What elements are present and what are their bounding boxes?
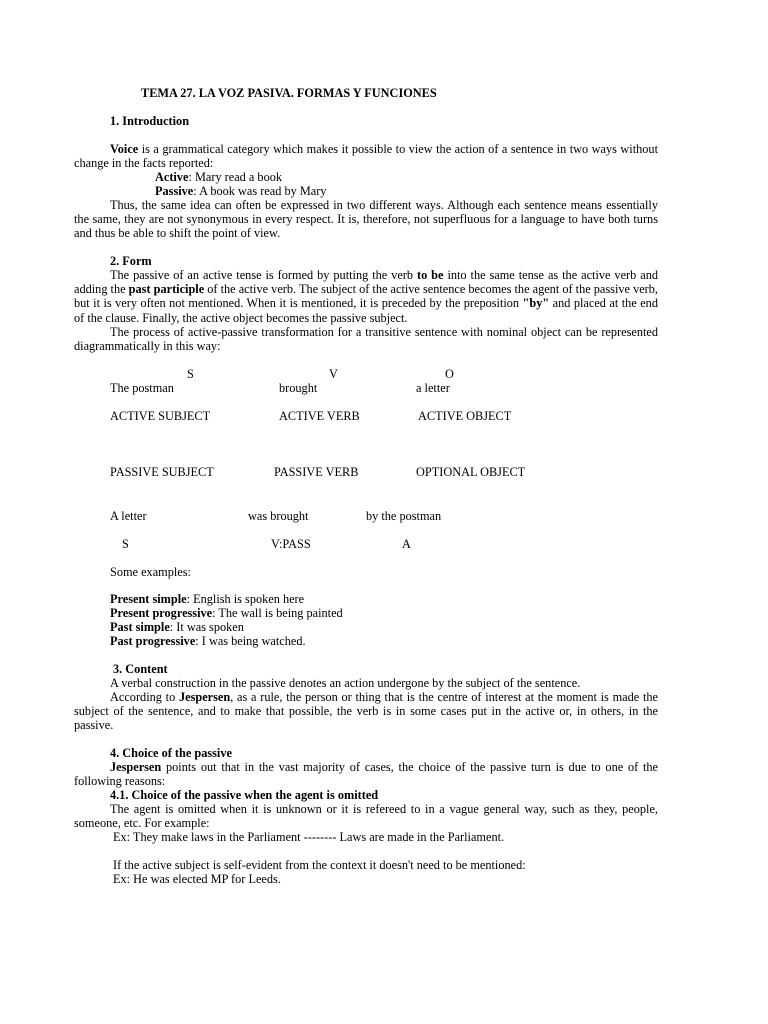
paragraph-passive-formation: The passive of an active tense is formed by putting the verb to be into the same tense as the active verb and adding the past participle of the active verb. The subject of the active sentence becomes the agent of the passive verb, but it is very often not mentioned. When it is mentioned, it is preceded by the preposition "by" and placed at the end of the clause. Finally, the active object becomes the passive subject. [74,268,658,325]
section-heading-content: 3. Content [113,662,168,676]
subsection-heading-agent-omitted: 4.1. Choice of the passive when the agent is omitted [110,788,379,802]
diagram-active-subject: ACTIVE SUBJECT [110,409,211,423]
example-present-progressive: Present progressive: The wall is being painted [110,606,343,620]
diagram-label-pa: A [402,537,411,551]
diagram-active-object: ACTIVE OBJECT [418,409,512,423]
diagram-ex-verb: brought [279,381,318,395]
diagram-ex-object: a letter [416,381,450,395]
section-heading-introduction: 1. Introduction [110,114,190,128]
diagram-ex-subject: The postman [110,381,174,395]
paragraph-agent-omitted: The agent is omitted when it is unknown or it is refereed to in a vague general way, such as they, people, someone, etc. For example: [74,802,658,831]
paragraph-transformation: The process of active-passive transformation for a transitive sentence with nominal object can be represented diagrammatically in this way: [74,325,658,354]
paragraph-same-idea: Thus, the same idea can often be expressed in two different ways. Although each sentence means essentially the same, they are not synonymous in every respect. It is, therefore, not superfluous for a language to have both turns and thus be able to shift the point of view. [74,198,658,241]
section-heading-choice: 4. Choice of the passive [110,746,232,760]
paragraph-jespersen-reasons: Jespersen points out that in the vast majority of cases, the choice of the passive turn is due to one of the following reasons: [74,760,658,789]
diagram-label-pv: V:PASS [271,537,311,551]
example-present-simple: Present simple: English is spoken here [110,592,305,606]
example-laws: Ex: They make laws in the Parliament -------- Laws are made in the Parliament. [113,830,505,844]
example-elected: Ex: He was elected MP for Leeds. [113,872,281,886]
example-past-progressive: Past progressive: I was being watched. [110,634,306,648]
diagram-label-s: S [187,367,194,381]
diagram-active-verb: ACTIVE VERB [279,409,360,423]
document-title: TEMA 27. LA VOZ PASIVA. FORMAS Y FUNCIONES [141,86,437,100]
examples-intro: Some examples: [110,565,191,579]
diagram-passive-verb: PASSIVE VERB [274,465,359,479]
paragraph-verbal-construction: A verbal construction in the passive denotes an action undergone by the subject of the sentence. [110,676,581,690]
term-voice: Voice [110,142,139,156]
diagram-passive-subject: PASSIVE SUBJECT [110,465,214,479]
paragraph-jespersen-rule: According to Jespersen, as a rule, the person or thing that is the centre of interest at the moment is made the subject of the sentence, and to make that possible, the verb is in some cases put in the active or, in others, in the passive. [74,690,658,733]
diagram-px-verb: was brought [248,509,309,523]
example-past-simple: Past simple: It was spoken [110,620,244,634]
diagram-px-agent: by the postman [366,509,442,523]
example-passive: Passive: A book was read by Mary [155,184,327,198]
diagram-label-ps: S [122,537,129,551]
diagram-label-v: V [329,367,338,381]
diagram-label-o: O [445,367,454,381]
diagram-optional-object: OPTIONAL OBJECT [416,465,526,479]
section-heading-form: 2. Form [110,254,152,268]
paragraph-self-evident: If the active subject is self-evident from the context it doesn't need to be mentioned: [113,858,526,872]
diagram-px-subject: A letter [110,509,147,523]
paragraph-voice-definition: Voice is a grammatical category which makes it possible to view the action of a sentence in two ways without change in the facts reported: [74,142,658,171]
example-active: Active: Mary read a book [155,170,283,184]
